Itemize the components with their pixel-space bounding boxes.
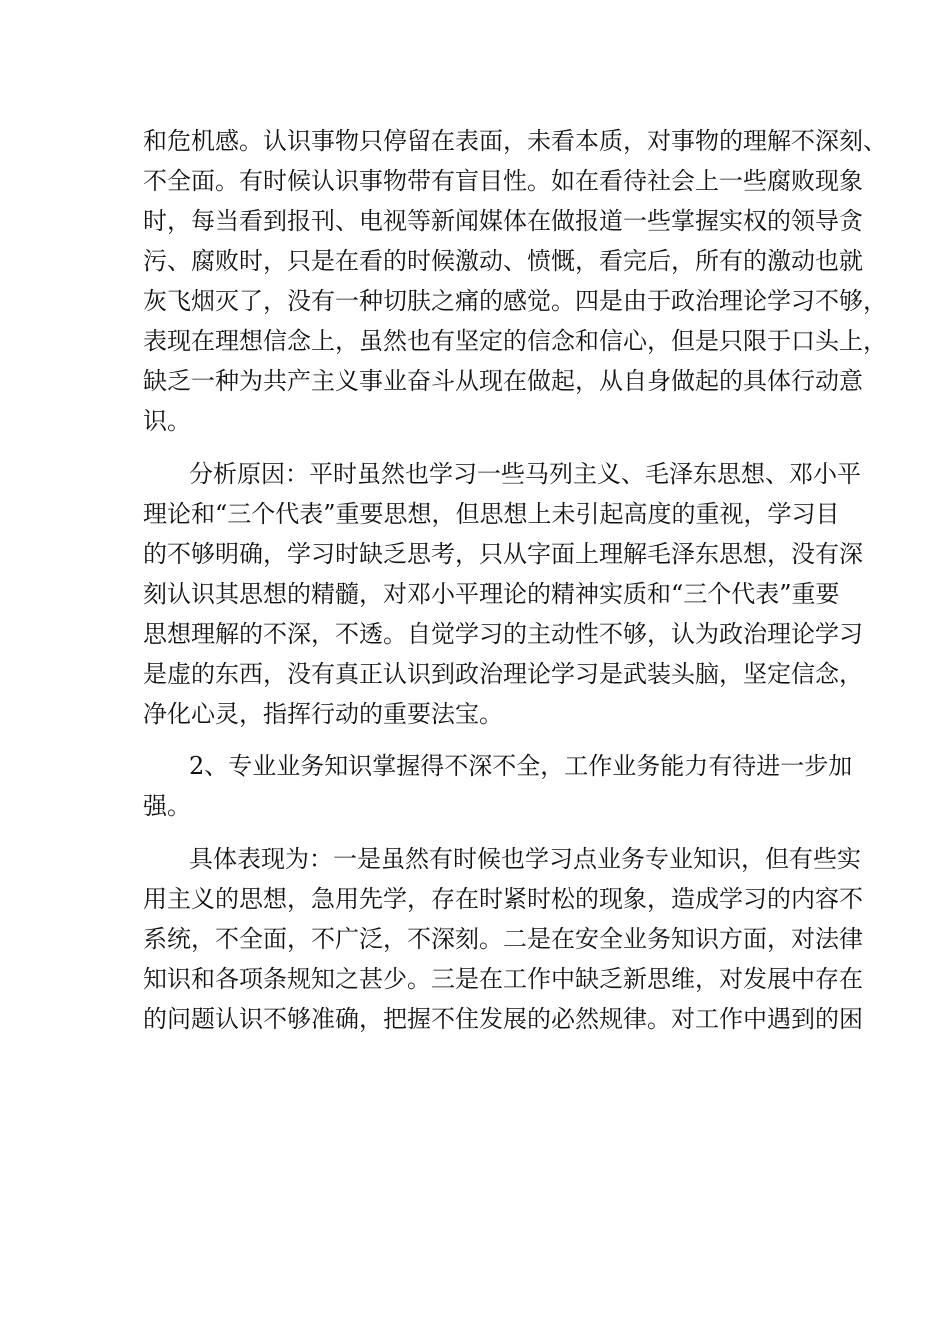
- section-heading-line: 2、专业业务知识掌握得不深不全，工作业务能力有待进一步加: [189, 752, 853, 780]
- text-line: 时，每当看到报刊、电视等新闻媒体在做报道一些掌握实权的领导贪: [143, 207, 863, 235]
- text-line: 理论和“三个代表”重要思想，但思想上未引起高度的重视，学习目: [143, 499, 840, 528]
- text-line: 刻认识其思想的精髓，对邓小平理论的精神实质和“三个代表”重要: [143, 579, 840, 608]
- section-heading-line: 强。: [143, 792, 191, 820]
- text-line: 识。: [143, 407, 191, 435]
- text-line: 的问题认识不够准确，把握不住发展的必然规律。对工作中遇到的困: [143, 1004, 863, 1033]
- paragraph-4: [143, 839, 863, 1039]
- text-line: 系统，不全面，不广泛，不深刻。二是在安全业务知识方面，对法律: [143, 924, 863, 953]
- document-body: [143, 121, 887, 1039]
- text-line: 净化心灵，指挥行动的重要法宝。: [143, 699, 503, 728]
- paragraph-2: [143, 454, 863, 734]
- text-line: 用主义的思想，急用先学，存在时紧时松的现象，造成学习的内容不: [143, 884, 863, 913]
- text-line: 表现在理想信念上，虽然也有坚定的信念和信心，但是只限于口头上，: [143, 327, 887, 355]
- text-line: 具体表现为：一是虽然有时候也学习点业务专业知识，但有些实: [189, 844, 861, 873]
- text-line: 污、腐败时，只是在看的时候激动、愤慨，看完后，所有的激动也就: [143, 247, 863, 275]
- text-line: 是虚的东西，没有真正认识到政治理论学习是武装头脑，坚定信念，: [143, 659, 863, 688]
- paragraph-1: [143, 121, 887, 441]
- text-line: 缺乏一种为共产主义事业奋斗从现在做起，从自身做起的具体行动意: [143, 367, 863, 395]
- paragraph-3: [143, 746, 853, 826]
- text-line: 不全面。有时候认识事物带有盲目性。如在看待社会上一些腐败现象: [143, 167, 863, 195]
- text-line: 的不够明确，学习时缺乏思考，只从字面上理解毛泽东思想，没有深: [143, 539, 863, 568]
- text-line: 和危机感。认识事物只停留在表面，未看本质，对事物的理解不深刻、: [143, 127, 887, 155]
- text-line: 知识和各项条规知之甚少。三是在工作中缺乏新思维，对发展中存在: [143, 964, 863, 993]
- text-line: 灰飞烟灭了，没有一种切肤之痛的感觉。四是由于政治理论学习不够，: [143, 287, 887, 315]
- text-line: 分析原因：平时虽然也学习一些马列主义、毛泽东思想、邓小平: [189, 459, 861, 488]
- text-line: 思想理解的不深，不透。自觉学习的主动性不够，认为政治理论学习: [143, 619, 863, 648]
